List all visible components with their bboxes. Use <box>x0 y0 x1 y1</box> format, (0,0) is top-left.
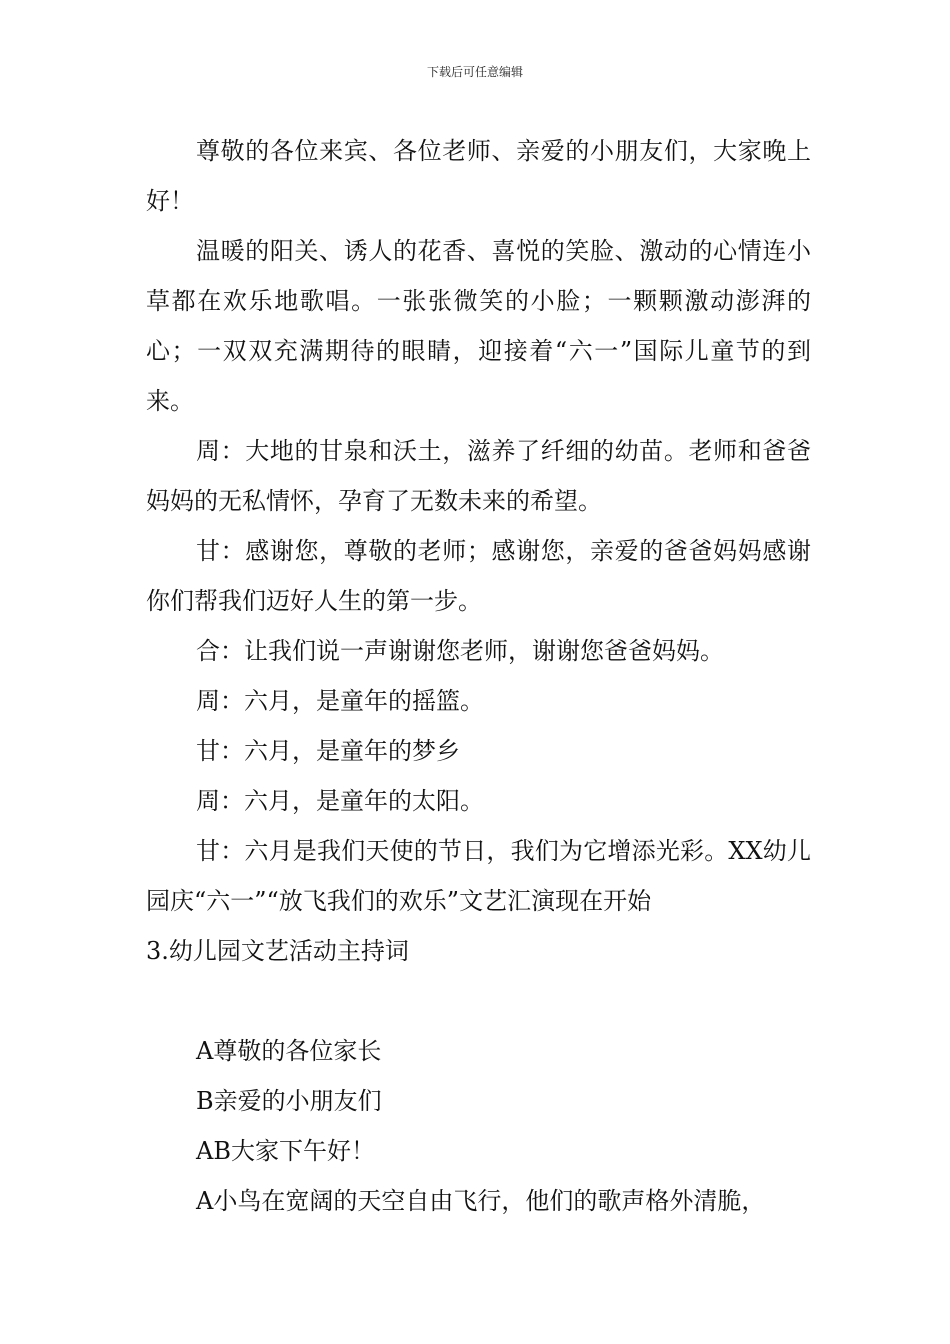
paragraph-a-2: A小鸟在宽阔的天空自由飞行，他们的歌声格外清脆， <box>196 1187 766 1215</box>
paragraph-zhou-3: 周：六月，是童年的太阳。 <box>196 787 484 815</box>
paragraph-a-1: A尊敬的各位家长 <box>196 1037 382 1065</box>
page-header: 下载后可任意编辑 <box>426 65 523 79</box>
paragraph-gan-3: 甘：六月是我们天使的节日，我们为它增添光彩。XX幼儿园庆“六一”“放飞我们的欢乐”文艺汇演现在开始 <box>146 837 811 915</box>
section-heading: 3.幼儿园文艺活动主持词 <box>146 937 409 965</box>
paragraph-together: 合：让我们说一声谢谢您老师，谢谢您爸爸妈妈。 <box>196 637 724 665</box>
paragraph-zhou-2: 周：六月，是童年的摇篮。 <box>196 687 484 715</box>
paragraph-gan-2: 甘：六月，是童年的梦乡 <box>196 737 460 765</box>
paragraph-zhou-1: 周：大地的甘泉和沃土，滋养了纤细的幼苗。老师和爸爸妈妈的无私情怀，孕育了无数未来的希望。 <box>146 437 811 515</box>
paragraph-opening: 温暖的阳关、诱人的花香、喜悦的笑脸、激动的心情连小草都在欢乐地歌唱。一张张微笑的小脸；一颗颗激动澎湃的心；一双双充满期待的眼睛，迎接着“六一”国际儿童节的到来。 <box>146 237 811 415</box>
paragraph-gan-1: 甘：感谢您，尊敬的老师；感谢您，亲爱的爸爸妈妈感谢你们帮我们迈好人生的第一步。 <box>146 537 811 615</box>
document-body <box>146 126 811 1226</box>
paragraph-b-1: B亲爱的小朋友们 <box>196 1087 382 1115</box>
paragraph-ab-1: AB大家下午好！ <box>196 1137 375 1165</box>
blank-line <box>146 976 811 1026</box>
paragraph-greeting: 尊敬的各位来宾、各位老师、亲爱的小朋友们，大家晚上好！ <box>146 137 811 215</box>
